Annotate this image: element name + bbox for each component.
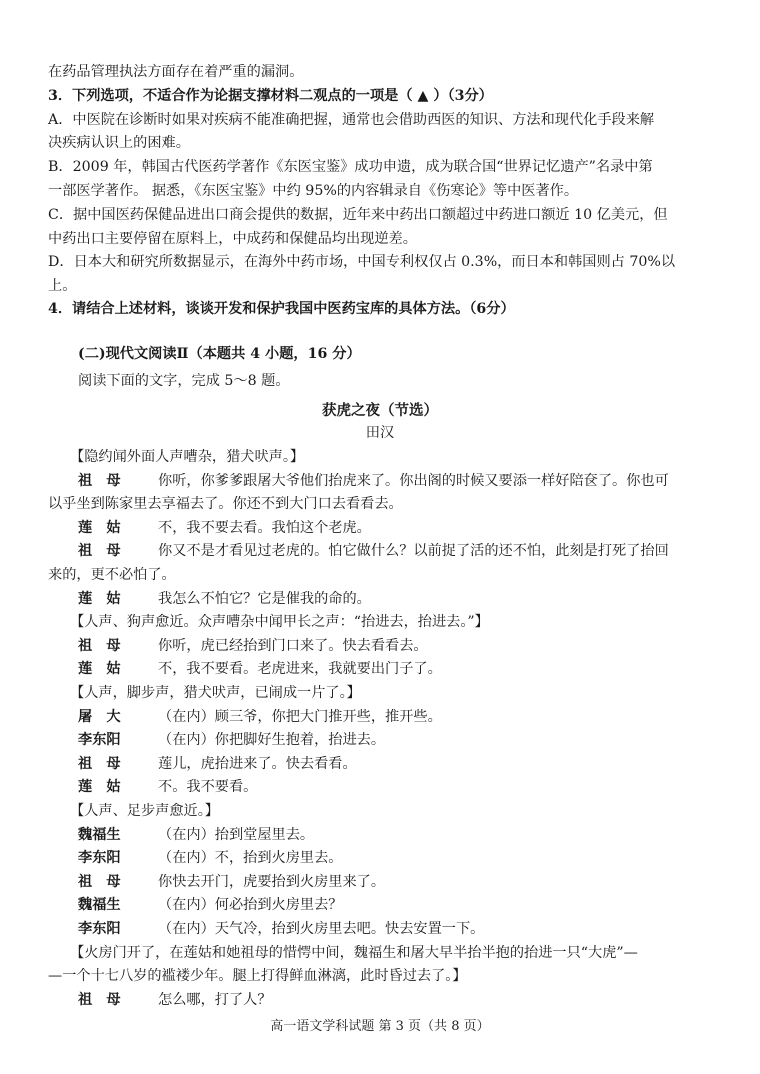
speech-line xyxy=(78,729,385,751)
speech-line xyxy=(78,588,371,610)
speech-text: 你又不是才看见过老虎的。怕它做什么？以前捉了活的还不怕，此刻是打死了抬回 xyxy=(158,543,669,559)
speaker-name: 祖 母 xyxy=(78,992,121,1008)
q4-stem: 4．请结合上述材料，谈谈开发和保护我国中医药宝库的具体方法。（6分） xyxy=(48,301,515,317)
speech-text: （在内）顾三爷，你把大门推开些，推开些。 xyxy=(158,709,442,725)
speech-text: 你快去开门，虎要抬到火房里来了。 xyxy=(158,874,386,890)
stage-direction: 【人声、狗声愈近。众声嘈杂中闻甲长之声：“抬进去，抬进去。”】 xyxy=(70,614,489,630)
q3-stem: 3．下列选项，不适合作为论据支撑材料二观点的一项是（ ▲ ）（3分） xyxy=(48,88,493,104)
speech-line xyxy=(78,894,342,916)
play-title: 获虎之夜（节选） xyxy=(322,402,438,419)
speech-line xyxy=(78,847,342,869)
speaker-name: 魏福生 xyxy=(78,827,121,843)
speech-line xyxy=(78,776,257,798)
q3-option-c-line1: C．据中国医药保健品进出口商会提供的数据，近年来中药出口额超过中药进口额近 10 亿美元，但 xyxy=(48,207,668,223)
speech-text: （在内）何必抬到火房里去？ xyxy=(158,897,343,913)
q3-option-c-line2: 中药出口主要停留在原料上，中成药和保健品均出现逆差。 xyxy=(48,231,417,247)
speech-text: 不，我不要去看。我怕这个老虎。 xyxy=(158,520,371,536)
speaker-name: 莲 姑 xyxy=(78,520,121,536)
speech-line xyxy=(78,540,669,562)
continued-line: 来的，更不必怕了。 xyxy=(48,567,176,583)
speech-text: 不。我不要看。 xyxy=(158,779,258,795)
q3-option-d-line1: D．日本大和研究所数据显示，在海外中药市场，中国专利权仅占 0.3%，而日本和韩国则占 70%以 xyxy=(48,254,676,270)
speech-line xyxy=(78,517,371,539)
stage-direction: 【人声、足步声愈近。】 xyxy=(70,803,219,819)
speech-text: 你听，虎已经抬到门口来了。快去看看去。 xyxy=(158,638,428,654)
play-author: 田汉 xyxy=(365,425,395,441)
speech-text: 你听，你爹爹跟屠大爷他们抬虎来了。你出阁的时候又要添一样好陪奁了。你也可 xyxy=(158,473,669,489)
speaker-name: 李东阳 xyxy=(78,850,121,866)
speech-text: （在内）你把脚好生抱着，抬进去。 xyxy=(158,732,386,748)
q3-option-b-line1: B．2009 年，韩国古代医药学著作《东医宝鉴》成功申遗，成为联合国“世界记忆遗产”名录中第 xyxy=(48,159,653,175)
speaker-name: 莲 姑 xyxy=(78,661,121,677)
speech-text: 我怎么不怕它？它是催我的命的。 xyxy=(158,591,371,607)
speaker-name: 莲 姑 xyxy=(78,591,121,607)
q3-option-a-line1: A．中医院在诊断时如果对疾病不能准确把握，通常也会借助西医的知识、方法和现代化手段来解 xyxy=(48,112,655,128)
speech-text: 不，我不要看。老虎进来，我就要出门子了。 xyxy=(158,661,442,677)
speech-line xyxy=(78,706,442,728)
stage-direction: 【人声，脚步声，猎犬吠声，已闹成一片了。】 xyxy=(70,685,361,701)
stage-direction: 【火房门开了，在莲姑和她祖母的惜愕中间，魏福生和屠大早半抬半抱的抬进一只“大虎”— xyxy=(70,945,638,961)
speech-text: （在内）天气冷，抬到火房里去吧。快去安置一下。 xyxy=(158,921,485,937)
section-instruction: 阅读下面的文字，完成 5～8 题。 xyxy=(78,373,290,389)
speech-text: （在内）不，抬到火房里去。 xyxy=(158,850,343,866)
speech-line xyxy=(78,989,272,1011)
speaker-name: 莲 姑 xyxy=(78,779,121,795)
speech-line xyxy=(78,658,442,680)
speech-line xyxy=(78,918,484,940)
section-heading: (二)现代文阅读Ⅱ（本题共 4 小题，16 分） xyxy=(78,346,361,362)
speaker-name: 李东阳 xyxy=(78,921,121,937)
speech-text: （在内）抬到堂屋里去。 xyxy=(158,827,315,843)
speaker-name: 李东阳 xyxy=(78,732,121,748)
q3-option-b-line2: 一部医学著作。 据悉，《东医宝鉴》中约 95%的内容辑录自《伤寒论》等中医著作。 xyxy=(48,183,579,199)
continued-line: 以乎坐到陈家里去享福去了。你还不到大门口去看看去。 xyxy=(48,496,403,512)
speaker-name: 屠 大 xyxy=(78,709,121,725)
speaker-name: 祖 母 xyxy=(78,756,121,772)
speaker-name: 祖 母 xyxy=(78,874,121,890)
speech-line xyxy=(78,635,428,657)
speaker-name: 祖 母 xyxy=(78,543,121,559)
q2-tail-text: 在药品管理执法方面存在着严重的漏洞。 xyxy=(48,64,304,80)
speech-line xyxy=(78,753,357,775)
speech-line xyxy=(78,470,669,492)
speaker-name: 祖 母 xyxy=(78,473,121,489)
speaker-name: 魏福生 xyxy=(78,897,121,913)
stage-direction: 【隐约闻外面人声嘈杂，猎犬吠声。】 xyxy=(70,449,305,465)
page-footer: 高一语文学科试题 第 3 页（共 8 页） xyxy=(270,1019,490,1034)
continued-line: —一个十七八岁的褴褛少年。腿上打得鲜血淋漓，此时昏过去了。】 xyxy=(48,968,467,984)
speech-text: 怎么哪，打了人？ xyxy=(158,992,272,1008)
q3-option-a-line2: 决疾病认识上的困难。 xyxy=(48,135,190,151)
speaker-name: 祖 母 xyxy=(78,638,121,654)
q3-option-d-line2: 上。 xyxy=(48,278,77,294)
speech-line xyxy=(78,871,385,893)
speech-text: 莲儿，虎抬进来了。快去看看。 xyxy=(158,756,357,772)
speech-line xyxy=(78,824,314,846)
